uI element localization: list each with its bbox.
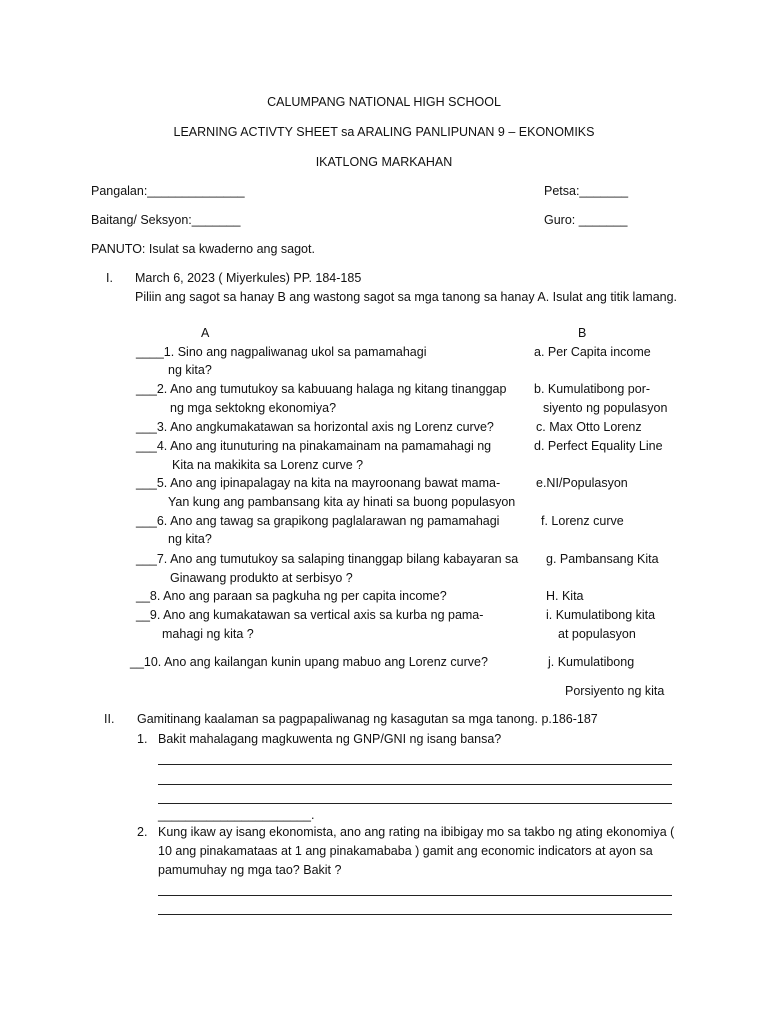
question-10: __10. Ano ang kailangan kunin upang mabuo ang Lorenz curve? — [130, 655, 488, 669]
answer-line-final: ______________________. — [158, 808, 315, 822]
part1-instruction: Piliin ang sagot sa hanay B ang wastong sagot sa mga tanong sa hanay A. Isulat ang titik lamang. — [135, 290, 678, 304]
question-4: ___4. Ano ang itunuturing na pinakamainam na pamamahagi ng — [136, 439, 492, 453]
question-9: __9. Ano ang kumakatawan sa vertical axis sa kurba ng pama- — [136, 608, 484, 622]
directions: PANUTO: Isulat sa kwaderno ang sagot. — [91, 242, 315, 256]
name-field: Pangalan:______________ — [91, 184, 245, 198]
question-2-2-number: 2. — [137, 825, 148, 839]
choice-j: j. Kumulatibong — [548, 655, 635, 669]
choice-f: f. Lorenz curve — [541, 514, 624, 528]
section-field: Baitang/ Seksyon:_______ — [91, 213, 241, 227]
choice-g: g. Pambansang Kita — [546, 552, 659, 566]
question-8: __8. Ano ang paraan sa pagkuha ng per capita income? — [136, 589, 447, 603]
question-7-cont: Ginawang produkto at serbisyo ? — [170, 571, 353, 585]
answer-line — [158, 914, 672, 915]
part2-instruction: Gamitinang kaalaman sa pagpapaliwanag ng kasagutan sa mga tanong. p.186-187 — [137, 712, 598, 726]
question-2-2: Kung ikaw ay isang ekonomista, ano ang rating na ibibigay mo sa takbo ng ating ekonomiya ( — [158, 825, 675, 839]
question-1: ____1. Sino ang nagpaliwanag ukol sa pamamahagi — [136, 345, 427, 359]
column-a-header: A — [201, 326, 210, 340]
question-4-cont: Kita na makikita sa Lorenz curve ? — [172, 458, 364, 472]
teacher-field: Guro: _______ — [544, 213, 628, 227]
question-2-2-cont: 10 ang pinakamataas at 1 ang pinakamababa ) gamit ang economic indicators at ayon sa — [158, 844, 653, 858]
question-2: ___2. Ano ang tumutukoy sa kabuuang halaga ng kitang tinanggap — [136, 382, 507, 396]
choice-e: e.NI/Populasyon — [536, 476, 628, 490]
choice-b-cont: siyento ng populasyon — [543, 401, 668, 415]
question-9-cont: mahagi ng kita ? — [162, 627, 254, 641]
part2-numeral: II. — [104, 712, 115, 726]
question-6-cont: ng kita? — [168, 532, 212, 546]
part1-numeral: I. — [106, 271, 113, 285]
question-2-1-number: 1. — [137, 732, 148, 746]
question-2-cont: ng mga sektokng ekonomiya? — [170, 401, 337, 415]
answer-line — [158, 803, 672, 804]
choice-i: i. Kumulatibong kita — [546, 608, 656, 622]
question-2-1: Bakit mahalagang magkuwenta ng GNP/GNI ng isang bansa? — [158, 732, 502, 746]
choice-i-cont: at populasyon — [558, 627, 636, 641]
choice-d: d. Perfect Equality Line — [534, 439, 663, 453]
answer-line — [158, 895, 672, 896]
question-5-cont: Yan kung ang pambansang kita ay hinati sa buong populasyon — [168, 495, 516, 509]
column-b-header: B — [578, 326, 587, 340]
answer-line — [158, 784, 672, 785]
choice-b: b. Kumulatibong por- — [534, 382, 651, 396]
question-3: ___3. Ano angkumakatawan sa horizontal axis ng Lorenz curve? — [136, 420, 494, 434]
date-field: Petsa:_______ — [544, 184, 629, 198]
school-name: CALUMPANG NATIONAL HIGH SCHOOL — [267, 95, 501, 109]
choice-j-cont: Porsiyento ng kita — [565, 684, 665, 698]
quarter-title: IKATLONG MARKAHAN — [315, 155, 453, 169]
sheet-title: LEARNING ACTIVTY SHEET sa ARALING PANLIPUNAN 9 – EKONOMIKS — [173, 125, 595, 139]
part1-date-line: March 6, 2023 ( Miyerkules) PP. 184-185 — [135, 271, 362, 285]
choice-h: H. Kita — [546, 589, 584, 603]
question-6: ___6. Ano ang tawag sa grapikong paglalarawan ng pamamahagi — [136, 514, 500, 528]
choice-a: a. Per Capita income — [534, 345, 651, 359]
answer-line — [158, 764, 672, 765]
choice-c: c. Max Otto Lorenz — [536, 420, 642, 434]
question-1-cont: ng kita? — [168, 363, 212, 377]
question-5: ___5. Ano ang ipinapalagay na kita na mayroonang bawat mama- — [136, 476, 501, 490]
question-7: ___7. Ano ang tumutukoy sa salaping tinanggap bilang kabayaran sa — [136, 552, 519, 566]
question-2-2-cont2: pamumuhay ng mga tao? Bakit ? — [158, 863, 342, 877]
